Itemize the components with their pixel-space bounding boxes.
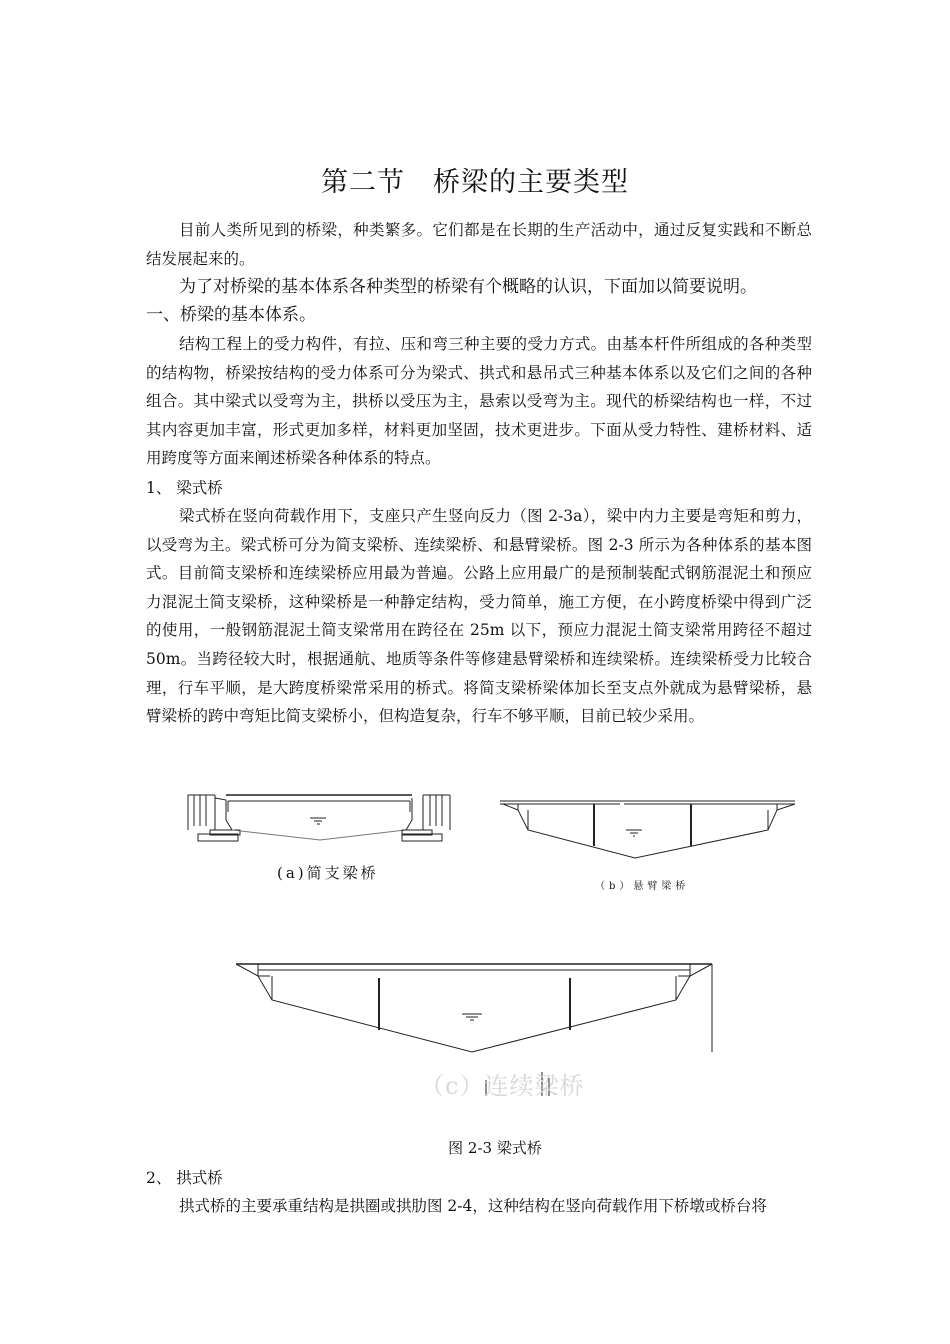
intro-paragraph-2: 为了对桥梁的基本体系各种类型的桥梁有个概略的认识，下面加以简要说明。 bbox=[179, 277, 757, 297]
subheading-arch-bridge: 2、 拱式桥 bbox=[146, 1169, 223, 1187]
page-title: 第二节 桥梁的主要类型 bbox=[321, 167, 629, 198]
subheading-beam-bridge: 1、 梁式桥 bbox=[146, 479, 223, 497]
cantilever-bridge-diagram bbox=[500, 798, 800, 863]
figure-caption-c: （c）连续梁桥 bbox=[420, 1072, 585, 1100]
simply-supported-bridge-diagram bbox=[180, 790, 460, 850]
beam-bridge-paragraph: 梁式桥在竖向荷载作用下，支座只产生竖向反力（图 2-3a），梁中内力主要是弯矩和剪力，以受弯为主。梁式桥可分为简支梁桥、连续梁桥、和悬臂梁桥。图 2-3 所示为各种体系的基本图式。目前简支梁桥和连续梁桥应用最为普遍。公路上应用最广的是预制装配式钢筋混泥土和预应力混泥土简支梁桥，这种梁桥是一种静定结构，受力简单，施工方便，在小跨度桥梁中得到广泛的使用，一般钢筋混泥土简支梁常用在跨径在 25m 以下，预应力混泥土简支梁常用跨径不超过 50m。当跨径较大时，根据通航、地质等条件等修建悬臂梁桥和连续梁桥。连续梁桥受力比较合理，行车平顺，是大跨度桥梁常采用的桥式。将简支梁桥梁体加长至支点外就成为悬臂梁桥，悬臂梁桥的跨中弯矩比简支梁桥小，但构造复杂，行车不够平顺，目前已较少采用。 bbox=[146, 507, 812, 726]
figure-caption: 图 2-3 梁式桥 bbox=[448, 1139, 542, 1157]
figure-caption-b: （b）悬臂梁桥 bbox=[595, 881, 690, 892]
basic-system-paragraph: 结构工程上的受力构件，有拉、压和弯三种主要的受力方式。由基本杆件所组成的各种类型的结构物，桥梁按结构的受力体系可分为梁式、拱式和悬吊式三种基本体系以及它们之间的各种组合。其中梁式以受弯为主，拱桥以受压为主，悬索以受弯为主。现代的桥梁结构也一样，不过其内容更加丰富，形式更加多样，材料更加坚固，技术更进步。下面从受力特性、建桥材料、适用跨度等方面来阐述桥梁各种体系的特点。 bbox=[146, 335, 812, 468]
figure-caption-a: (a)简支梁桥 bbox=[277, 864, 379, 882]
arch-bridge-paragraph: 拱式桥的主要承重结构是拱圈或拱肋图 2-4，这种结构在竖向荷载作用下桥墩或桥台将 bbox=[179, 1197, 767, 1215]
section-heading-basic-system: 一、桥梁的基本体系。 bbox=[146, 305, 316, 325]
intro-paragraph: 目前人类所见到的桥梁，种类繁多。它们都是在长期的生产活动中，通过反复实践和不断总结发展起来的。 bbox=[146, 221, 812, 268]
